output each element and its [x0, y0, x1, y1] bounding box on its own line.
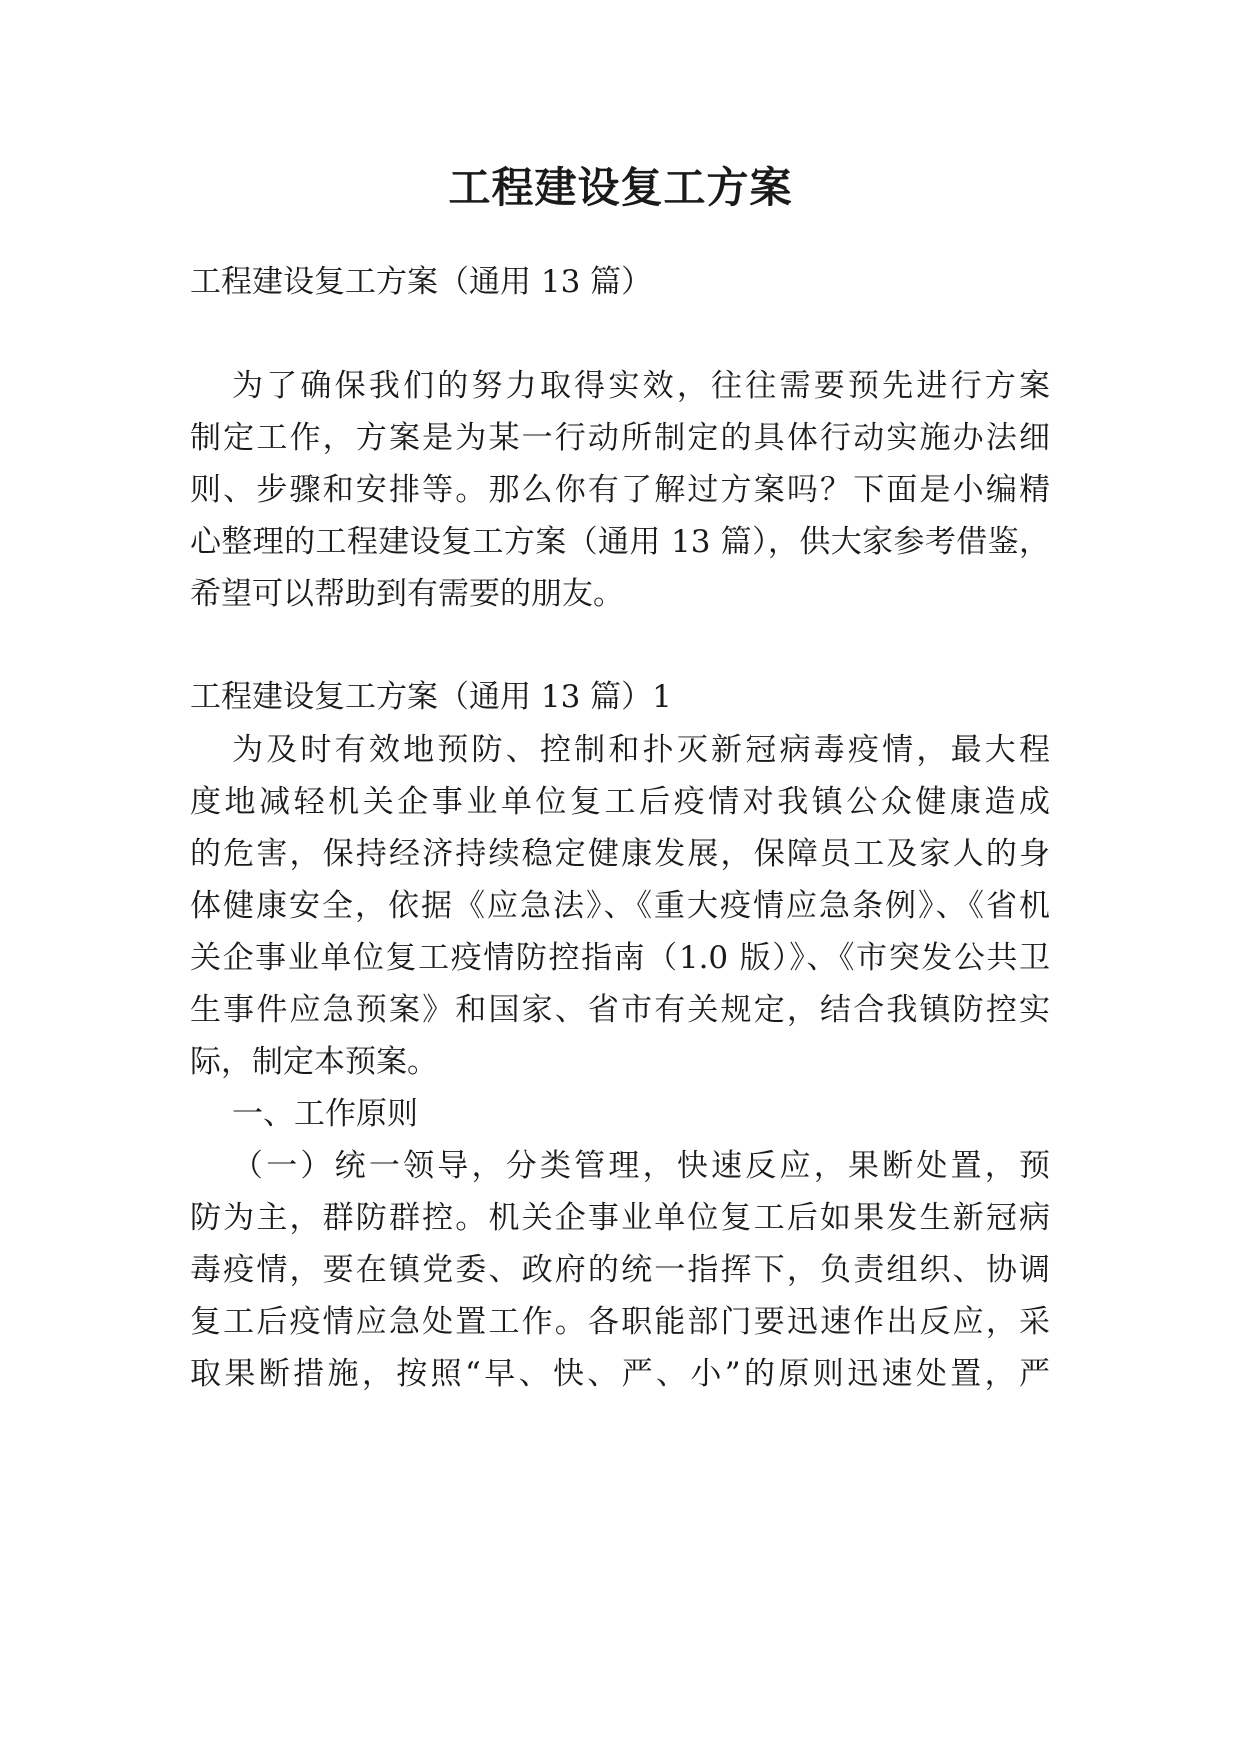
section-line-7: 际，制定本预案。 [190, 1044, 438, 1080]
principle-line-1: （一）统一领导，分类管理，快速反应，果断处置，预 [232, 1148, 1050, 1184]
document-subtitle: 工程建设复工方案（通用 13 篇） [190, 264, 653, 300]
principle-line-2: 防为主，群防群控。机关企事业单位复工后如果发生新冠病 [190, 1200, 1050, 1236]
section-line-2: 度地减轻机关企事业单位复工后疫情对我镇公众健康造成 [190, 784, 1050, 820]
intro-line-5: 希望可以帮助到有需要的朋友。 [190, 576, 624, 612]
section-line-5: 关企事业单位复工疫情防控指南（1.0 版）》、《市突发公共卫 [190, 940, 1050, 976]
principle-line-5: 取果断措施，按照“早、快、严、小”的原则迅速处置，严 [190, 1356, 1050, 1392]
section-line-1: 为及时有效地预防、控制和扑灭新冠病毒疫情，最大程 [232, 732, 1050, 768]
principle-line-4: 复工后疫情应急处置工作。各职能部门要迅速作出反应，采 [190, 1304, 1050, 1340]
section-heading: 工程建设复工方案（通用 13 篇）1 [190, 679, 672, 715]
section-line-4: 体健康安全，依据《应急法》、《重大疫情应急条例》、《省机 [190, 888, 1050, 924]
section-line-6: 生事件应急预案》和国家、省市有关规定，结合我镇防控实 [190, 992, 1050, 1028]
principle-heading: 一、工作原则 [232, 1096, 418, 1132]
intro-line-2: 制定工作，方案是为某一行动所制定的具体行动实施办法细 [190, 420, 1050, 456]
document-title: 工程建设复工方案 [448, 163, 793, 212]
section-line-3: 的危害，保持经济持续稳定健康发展，保障员工及家人的身 [190, 836, 1050, 872]
intro-line-1: 为了确保我们的努力取得实效，往往需要预先进行方案 [232, 368, 1050, 404]
principle-line-3: 毒疫情，要在镇党委、政府的统一指挥下，负责组织、协调 [190, 1252, 1050, 1288]
intro-line-4: 心整理的工程建设复工方案（通用 13 篇），供大家参考借鉴， [190, 524, 1050, 560]
intro-line-3: 则、步骤和安排等。那么你有了解过方案吗？下面是小编精 [190, 472, 1050, 508]
